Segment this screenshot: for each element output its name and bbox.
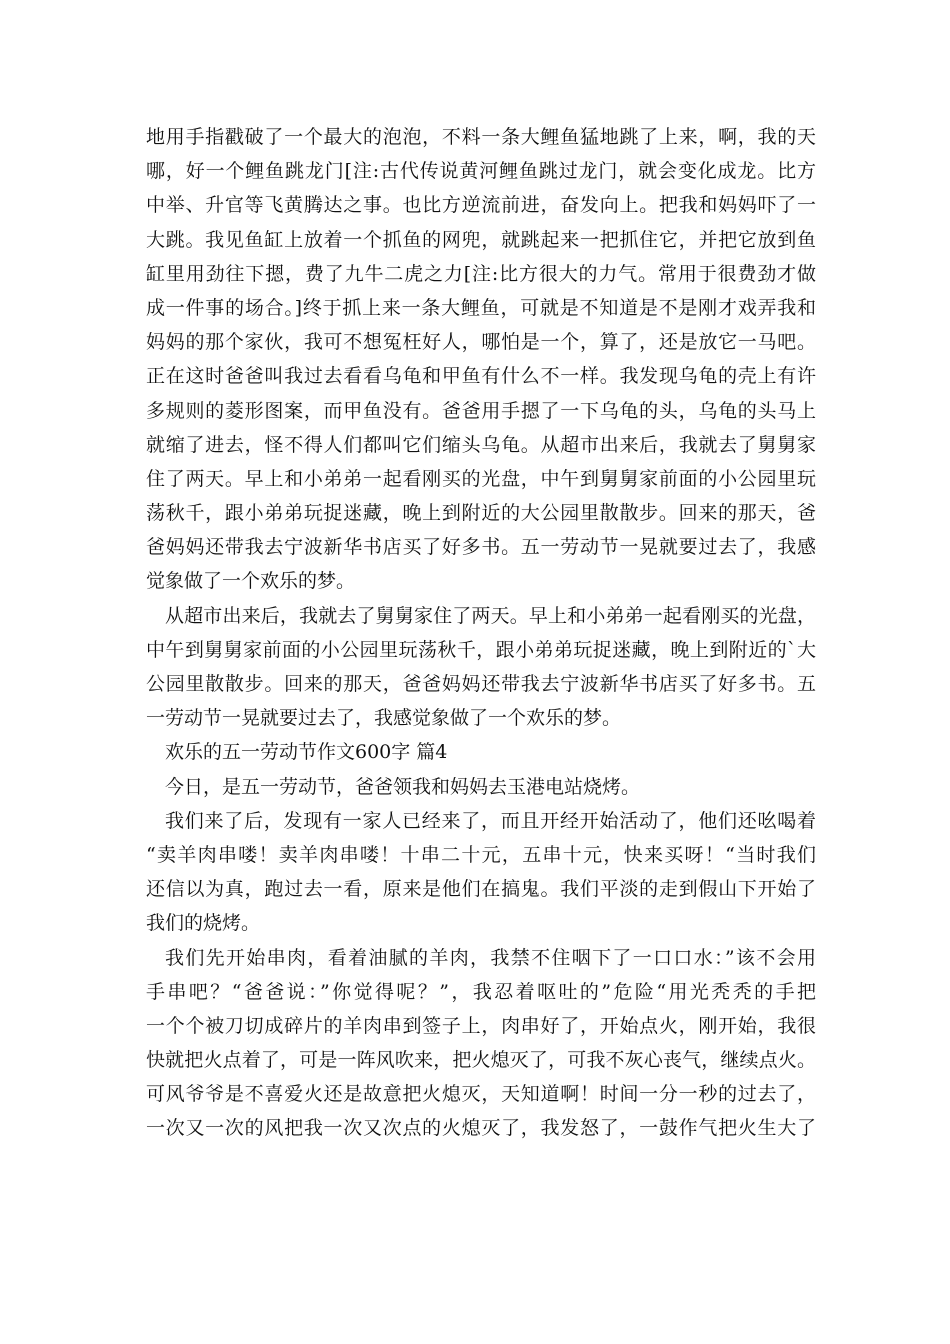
text-line: 中午到舅舅家前面的小公园里玩荡秋千，跟小弟弟玩捉迷藏，晚上到附近的`大 xyxy=(146,638,816,661)
text-line: 我们先开始串肉，看着油腻的羊肉，我禁不住咽下了一口口水：”该不会用 xyxy=(165,946,816,969)
text-line: 可风爷爷是不喜爱火还是故意把火熄灭，天知道啊！时间一分一秒的过去了， xyxy=(146,1083,816,1106)
text-line: 一次又一次的风把我一次又次点的火熄灭了，我发怒了，一鼓作气把火生大了 xyxy=(146,1117,816,1140)
text-line: 成一件事的场合。]终于抓上来一条大鲤鱼，可就是不知道是不是刚才戏弄我和 xyxy=(146,296,816,319)
text-line: 一个个被刀切成碎片的羊肉串到签子上，肉串好了，开始点火，刚开始，我很 xyxy=(146,1014,816,1037)
text-line: 缸里用劲往下摁，费了九牛二虎之力[注:比方很大的力气。常用于很费劲才做 xyxy=(146,262,816,285)
text-line: 大跳。我见鱼缸上放着一个抓鱼的网兜，就跳起来一把抓住它，并把它放到鱼 xyxy=(146,228,816,251)
text-line: 哪，好一个鲤鱼跳龙门[注:古代传说黄河鲤鱼跳过龙门，就会变化成龙。比方 xyxy=(146,160,816,183)
text-line: 荡秋千，跟小弟弟玩捉迷藏，晚上到附近的大公园里散散步。回来的那天，爸 xyxy=(146,502,816,525)
text-line: 我们的烧烤。 xyxy=(146,912,261,935)
article-body xyxy=(146,120,816,1146)
text-line: 就缩了进去，怪不得人们都叫它们缩头乌龟。从超市出来后，我就去了舅舅家 xyxy=(146,433,816,456)
text-line: 爸妈妈还带我去宁波新华书店买了好多书。五一劳动节一晃就要过去了，我感 xyxy=(146,536,816,559)
text-line: 一劳动节一晃就要过去了，我感觉象做了一个欢乐的梦。 xyxy=(146,707,622,730)
text-line: 快就把火点着了，可是一阵风吹来，把火熄灭了，可我不灰心丧气，继续点火。 xyxy=(146,1049,816,1072)
text-line: 正在这时爸爸叫我过去看看乌龟和甲鱼有什么不一样。我发现乌龟的壳上有许 xyxy=(146,365,816,388)
text-line: 今日，是五一劳动节，爸爸领我和妈妈去玉港电站烧烤。 xyxy=(165,775,641,798)
text-line: 中举、升官等飞黄腾达之事。也比方逆流前进，奋发向上。把我和妈妈吓了一 xyxy=(146,194,816,217)
text-line: 我们来了后，发现有一家人已经来了，而且开经开始活动了，他们还吆喝着 xyxy=(165,809,816,832)
text-line: 手串吧？“爸爸说：”你觉得呢？”，我忍着呕吐的”危险“用光秃秃的手把 xyxy=(146,980,816,1003)
text-line: 妈妈的那个家伙，我可不想冤枉好人，哪怕是一个，算了，还是放它一马吧。 xyxy=(146,331,816,354)
text-line: 多规则的菱形图案，而甲鱼没有。爸爸用手摁了一下乌龟的头，乌龟的头马上 xyxy=(146,399,816,422)
text-line: 觉象做了一个欢乐的梦。 xyxy=(146,570,356,593)
text-line: 住了两天。早上和小弟弟一起看刚买的光盘，中午到舅舅家前面的小公园里玩 xyxy=(146,467,816,490)
text-line: 公园里散散步。回来的那天，爸爸妈妈还带我去宁波新华书店买了好多书。五 xyxy=(146,673,816,695)
text-line: 欢乐的五一劳动节作文600字 篇4 xyxy=(165,741,448,764)
text-line: 还信以为真，跑过去一看，原来是他们在搞鬼。我们平淡的走到假山下开始了 xyxy=(146,878,816,901)
text-line: 地用手指戳破了一个最大的泡泡，不料一条大鲤鱼猛地跳了上来，啊，我的天 xyxy=(146,126,816,148)
text-line: “卖羊肉串喽！卖羊肉串喽！十串二十元，五串十元，快来买呀！“当时我们 xyxy=(146,843,816,866)
text-line: 从超市出来后，我就去了舅舅家住了两天。早上和小弟弟一起看刚买的光盘， xyxy=(165,604,816,627)
